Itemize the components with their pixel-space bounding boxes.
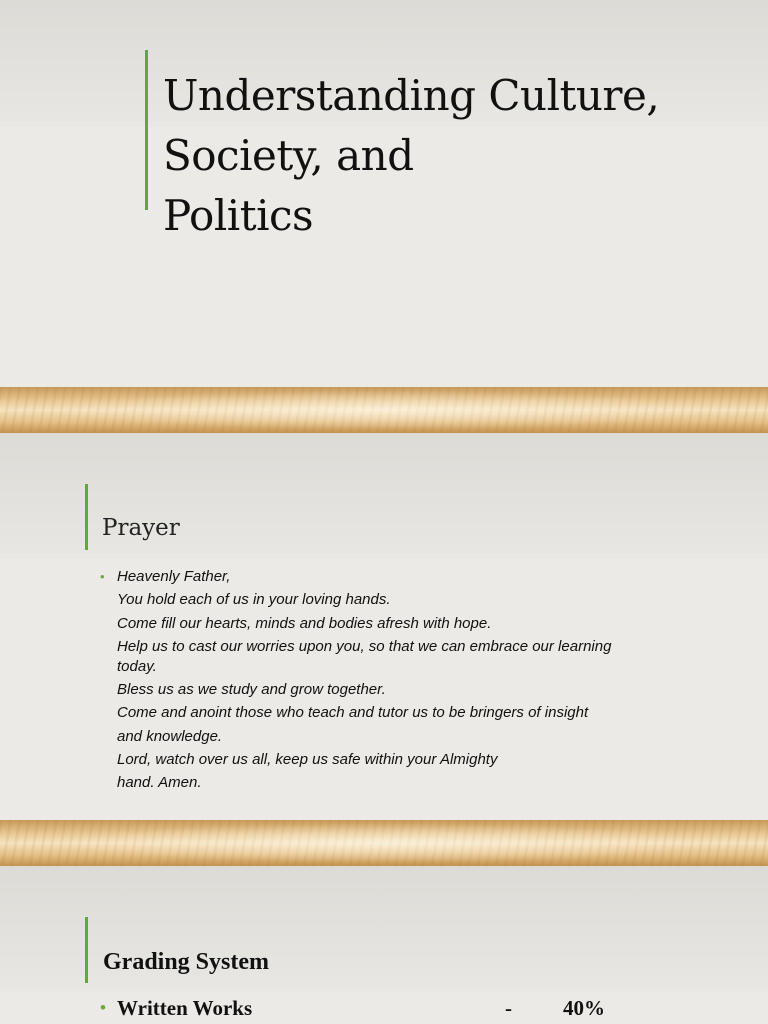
prayer-line-9: Lord, watch over us all, keep us safe within your Almighty [117,751,498,769]
wood-divider-1 [0,387,768,433]
wood-divider-2 [0,820,768,866]
grading-heading: Grading System [103,949,270,975]
grading-item-label: Written Works [117,996,253,1020]
prayer-line-7: Come and anoint those who teach and tutor us to be bringers of insight [117,704,589,722]
slide-title-text [163,66,659,246]
prayer-item [100,565,660,795]
grading-accent-bar [85,917,88,983]
prayer-line-4: Help us to cast our worries upon you, so that we can embrace our learning [117,637,612,655]
title-line-3: Politics [163,191,314,240]
title-line-2: Society, and [163,131,414,180]
prayer-heading: Prayer [102,515,180,541]
prayer-list [100,565,660,795]
slide-title [0,0,768,387]
prayer-line-5: today. [117,658,157,676]
bullet-icon: • [100,998,106,1017]
prayer-accent-bar [85,484,88,550]
title-accent-bar [145,50,148,210]
prayer-line-6: Bless us as we study and grow together. [117,681,386,699]
bullet-icon: • [100,569,105,584]
prayer-line-3: Come fill our hearts, minds and bodies afresh with hope. [117,614,492,632]
prayer-line-8: and knowledge. [117,727,223,745]
grading-item [100,996,620,1024]
prayer-line-2: You hold each of us in your loving hands. [117,591,391,609]
grading-item-separator: - [505,996,512,1020]
prayer-line-1: Heavenly Father, [117,568,231,585]
title-line-1: Understanding Culture, [163,71,660,120]
grading-item-percent: 40% [563,996,605,1020]
prayer-line-10: hand. Amen. [117,774,202,792]
